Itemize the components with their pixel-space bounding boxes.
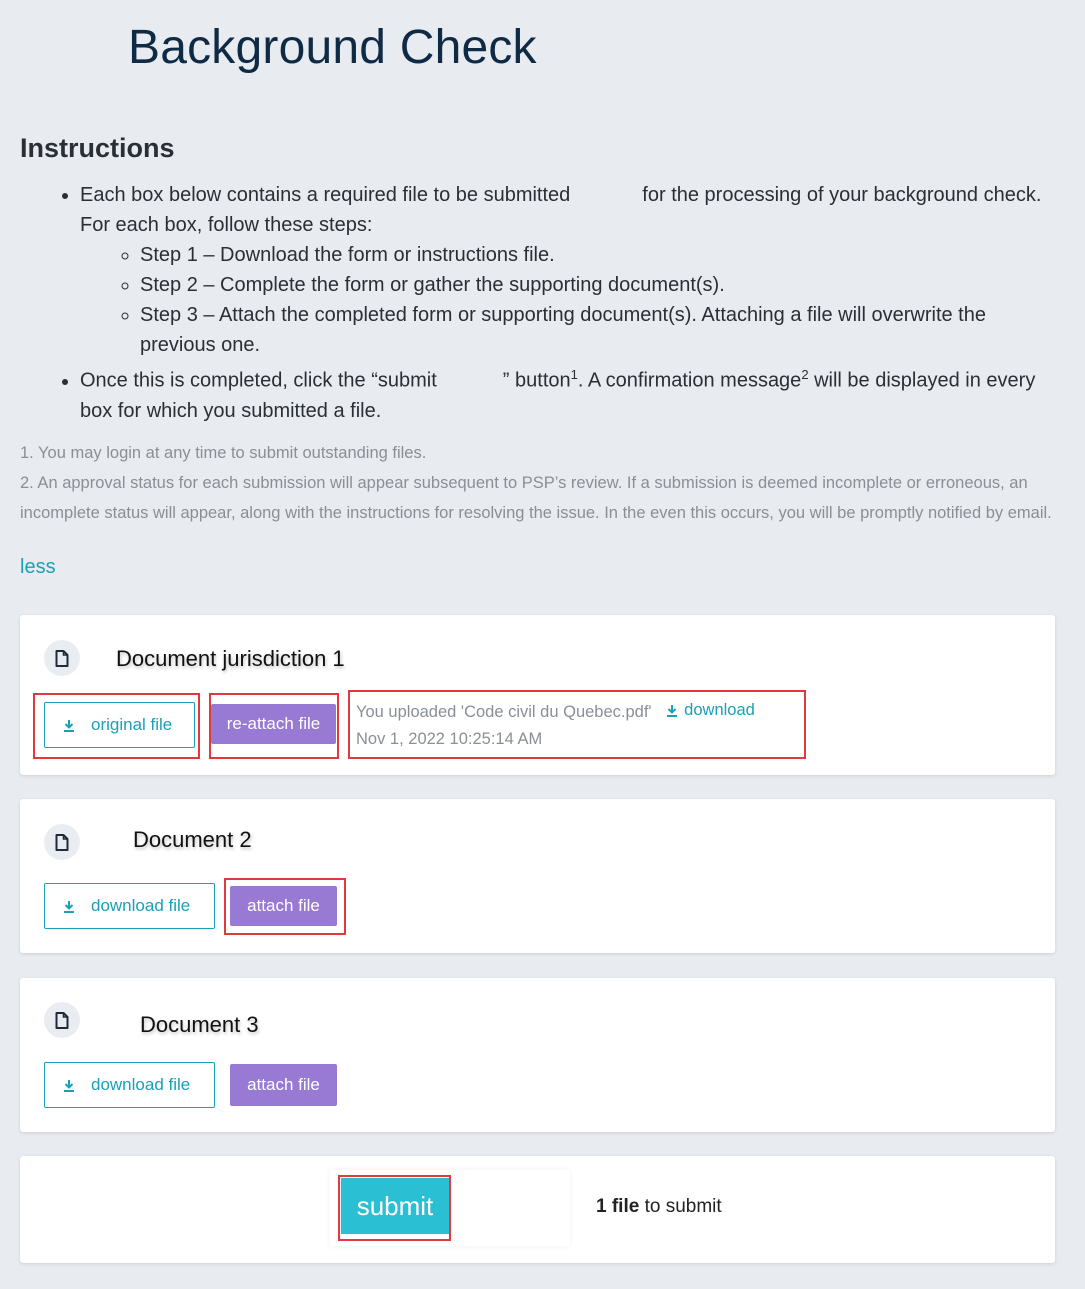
- button-label: download file: [91, 896, 191, 915]
- instruction-bullet: [80, 360, 1060, 426]
- instruction-step: ◦ Step 3 – Attach the completed form or supporting document(s). Attaching a file will overwrite the previous one.: [140, 300, 1060, 360]
- upload-download-link[interactable]: [666, 697, 755, 724]
- button-label: original file: [91, 715, 173, 734]
- attach-file-button[interactable]: [230, 1064, 337, 1106]
- page-title: Background Check: [128, 21, 537, 74]
- button-label: attach file: [247, 896, 320, 915]
- document-title: Document jurisdiction 1: [116, 646, 345, 671]
- instruction-text: ” button: [502, 369, 571, 392]
- footnote-ref: 2: [801, 367, 809, 382]
- instructions-body: [20, 180, 1060, 426]
- download-icon: [63, 719, 75, 732]
- attach-file-button[interactable]: [230, 886, 337, 926]
- instruction-step: ◦ Step 1 – Download the form or instructions file.: [140, 240, 1060, 270]
- download-link-label: download: [684, 701, 755, 719]
- instruction-step: ◦ Step 2 – Complete the form or gather the supporting document(s).: [140, 270, 1060, 300]
- upload-status: [356, 697, 755, 753]
- file-icon: [44, 1002, 80, 1038]
- footnote-2: 2. An approval status for each submission will appear subsequent to PSP’s review. If a submission is deemed incomplete or erroneous, an incomplete status will appear, along with the instructions for resolving the issue. In the even this occurs, you will be promptly notified by email.: [20, 474, 1052, 522]
- less-link[interactable]: less: [20, 556, 56, 578]
- document-title: Document 2: [133, 827, 252, 852]
- instruction-text: . A confirmation message: [577, 369, 802, 392]
- instructions-heading: Instructions: [20, 133, 175, 163]
- original-file-button[interactable]: [44, 702, 195, 748]
- re-attach-file-button[interactable]: [211, 704, 336, 744]
- submit-button[interactable]: [341, 1178, 449, 1234]
- instruction-bullet: [80, 180, 1060, 360]
- upload-timestamp: Nov 1, 2022 10:25:14 AM: [356, 730, 543, 748]
- document-card-2: [20, 799, 1055, 953]
- instruction-text: for the processing of your background check. For each box, follow these steps:: [80, 184, 1042, 236]
- instruction-text: Once this is completed, click the “submit: [80, 369, 437, 392]
- footnote-1: 1. You may login at any time to submit outstanding files.: [20, 444, 427, 462]
- document-card-1: [20, 615, 1055, 775]
- upload-status-text: You uploaded 'Code civil du Quebec.pdf': [356, 703, 652, 721]
- file-icon: [44, 640, 80, 676]
- submit-bar: [20, 1156, 1055, 1263]
- submit-label: submit: [356, 1190, 434, 1221]
- button-label: re-attach file: [226, 714, 321, 733]
- download-icon: [63, 900, 75, 913]
- document-title: Document 3: [140, 1012, 259, 1037]
- download-icon: [63, 1079, 75, 1092]
- file-count: [596, 1196, 722, 1218]
- button-label: attach file: [247, 1075, 320, 1094]
- instruction-text: will be displayed in every box for which you submitted a file.: [80, 369, 1036, 422]
- download-file-button[interactable]: [44, 1062, 215, 1108]
- button-label: download file: [91, 1075, 191, 1094]
- file-count-bold: 1 file: [596, 1196, 640, 1217]
- footnote-ref: 1: [570, 367, 578, 382]
- footnotes: [20, 438, 1060, 528]
- download-file-button[interactable]: [44, 883, 215, 929]
- instruction-text: Each box below contains a required file to be submitted: [80, 184, 571, 206]
- document-card-3: [20, 978, 1055, 1132]
- file-count-rest: to submit: [639, 1196, 722, 1217]
- download-icon: [666, 704, 678, 717]
- file-icon: [44, 824, 80, 860]
